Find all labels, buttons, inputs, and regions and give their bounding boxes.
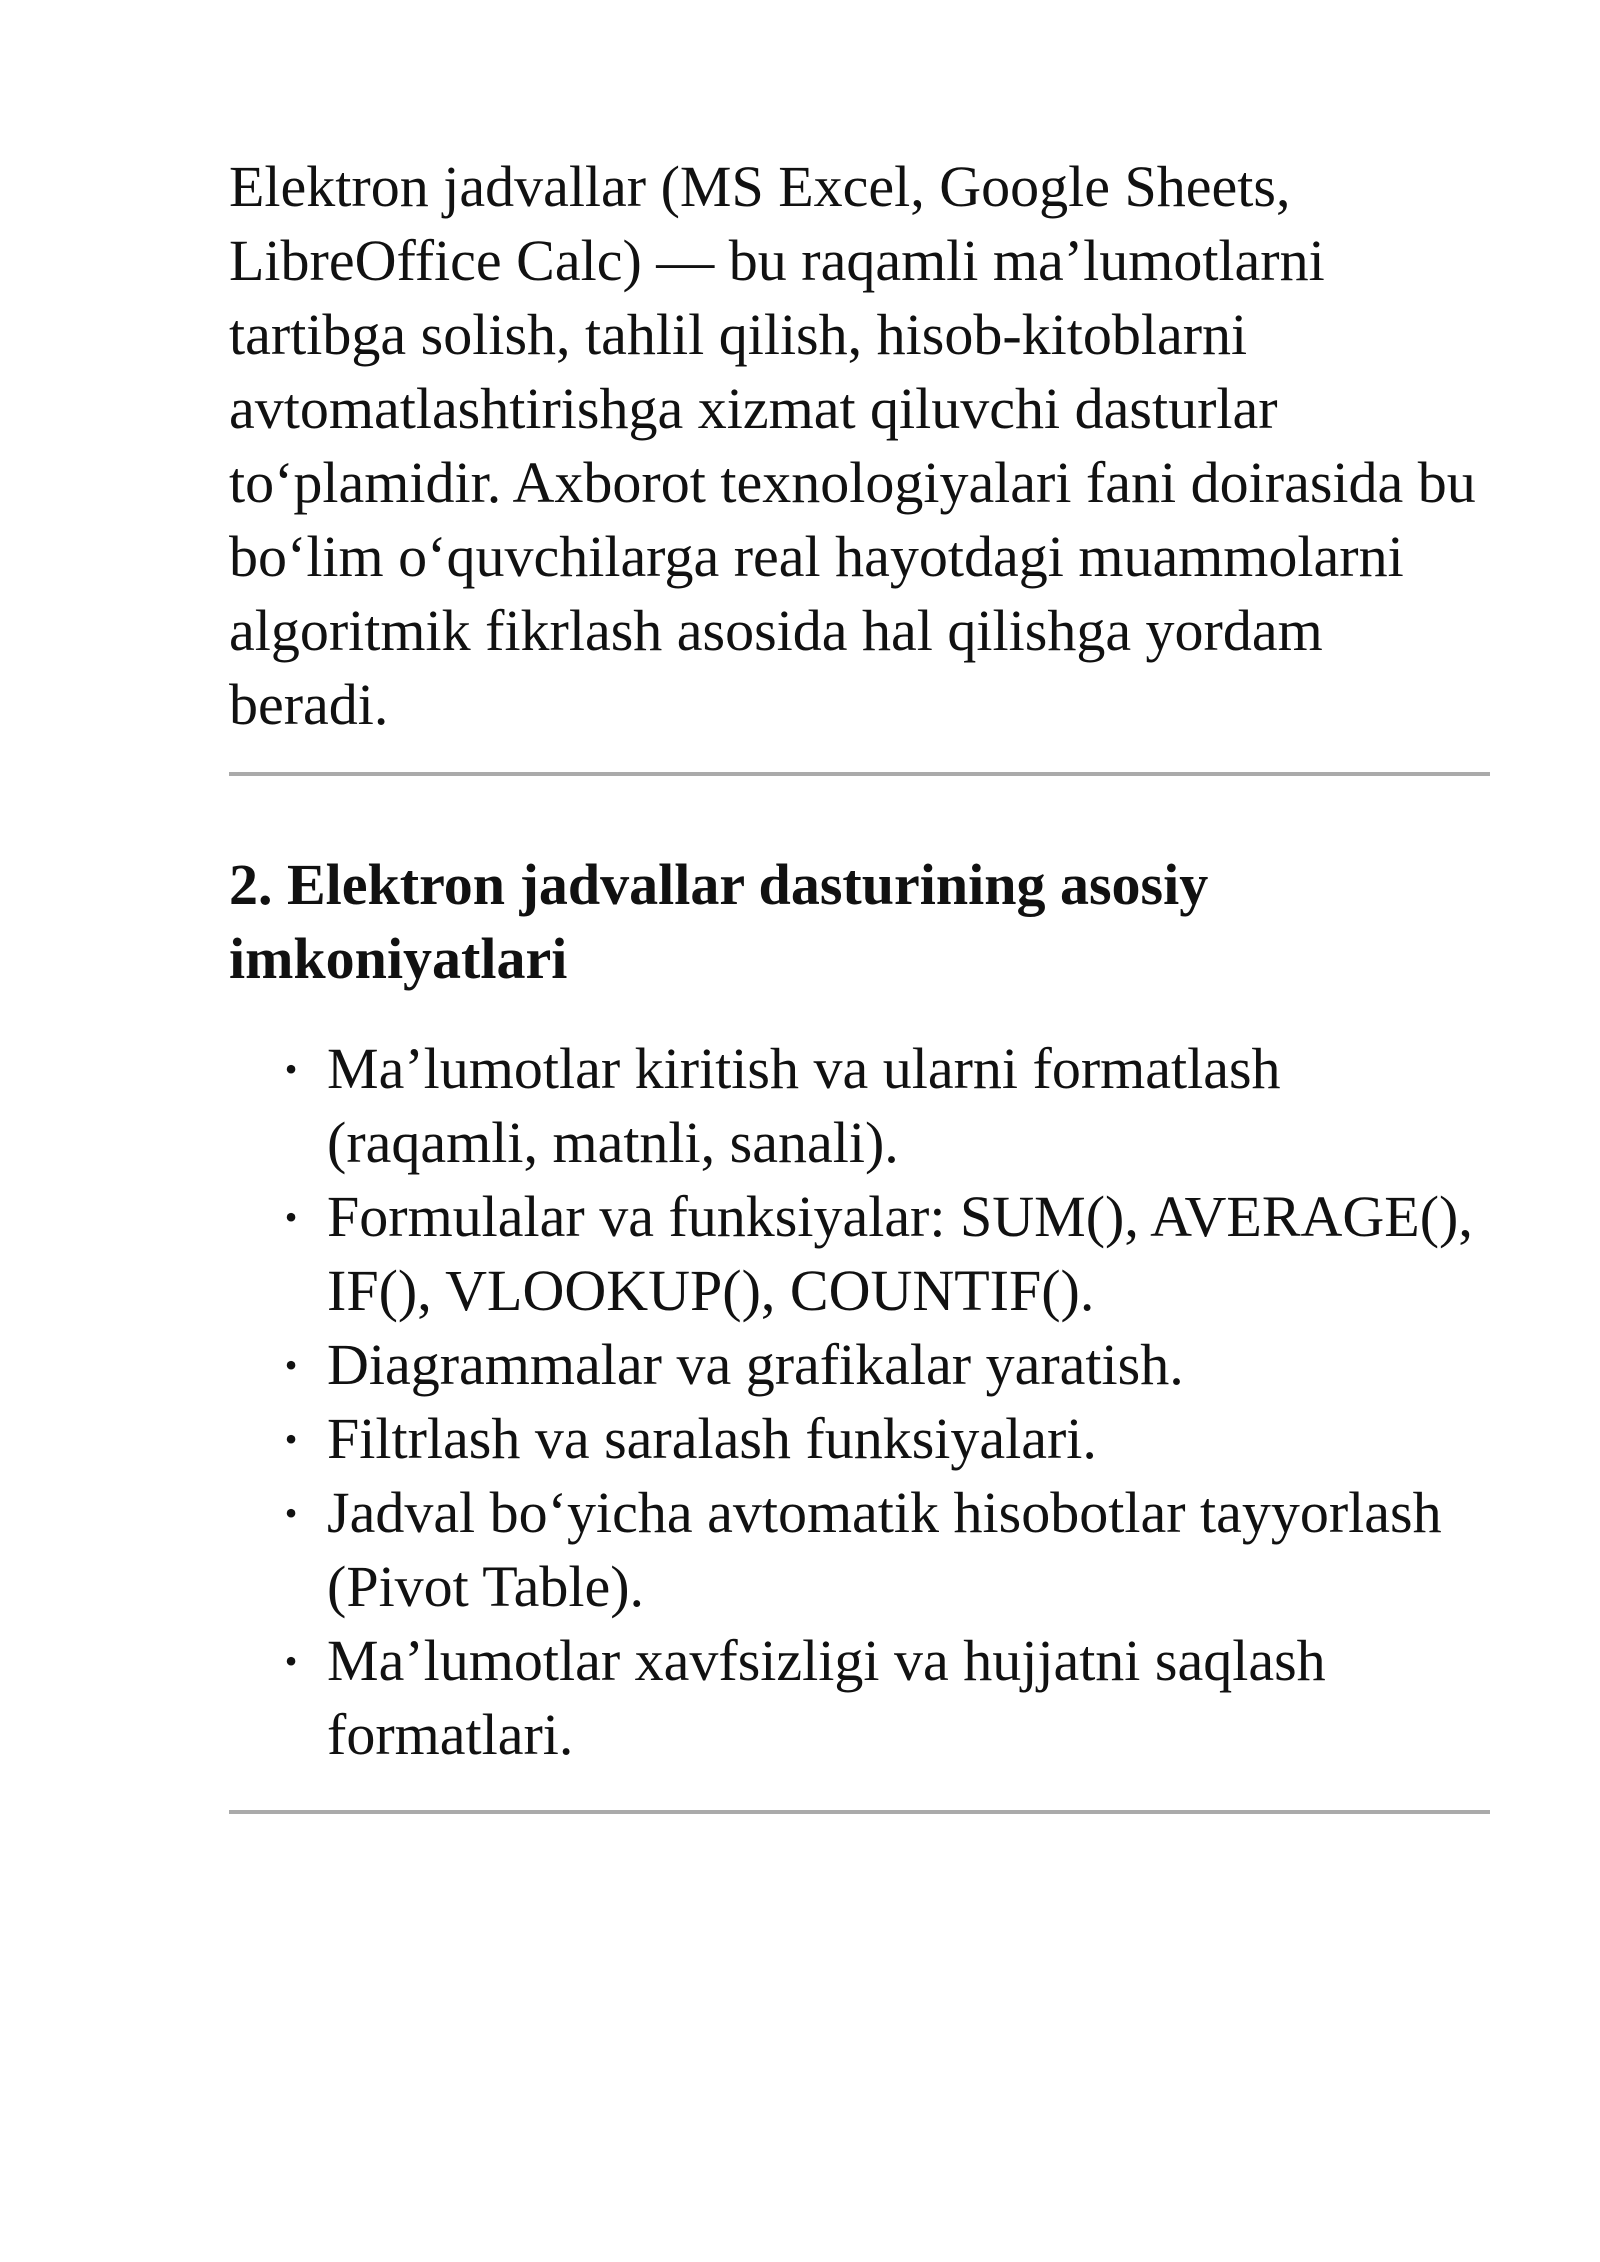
section-divider xyxy=(229,772,1490,776)
features-list xyxy=(229,1032,1489,1772)
list-item xyxy=(229,1402,1497,1476)
list-item xyxy=(229,1624,1497,1772)
bullet-icon: • xyxy=(284,1493,298,1533)
section-divider xyxy=(229,1810,1490,1814)
bullet-icon: • xyxy=(284,1419,298,1459)
section-heading: 2. Elektron jadvallar dasturining asosiy imkoniyatlari xyxy=(229,852,1209,991)
bullet-icon: • xyxy=(284,1345,298,1385)
bullet-icon: • xyxy=(284,1049,298,1089)
bullet-icon: • xyxy=(284,1641,298,1681)
list-item xyxy=(229,1328,1497,1402)
list-item xyxy=(229,1032,1497,1180)
list-item xyxy=(229,1180,1497,1328)
list-item xyxy=(229,1476,1497,1624)
list-item-text: Diagrammalar va grafikalar yaratish. xyxy=(327,1332,1184,1397)
list-item-text: Jadval bo‘yicha avtomatik hisobotlar tayyorlash (Pivot Table). xyxy=(327,1480,1442,1619)
list-item-text: Filtrlash va saralash funksiyalari. xyxy=(327,1406,1097,1471)
document-content xyxy=(229,150,1489,1814)
list-item-text: Ma’lumotlar kiritish va ularni formatlash (raqamli, matnli, sanali). xyxy=(327,1036,1281,1175)
bullet-icon: • xyxy=(284,1197,298,1237)
intro-paragraph: Elektron jadvallar (MS Excel, Google Sheets, LibreOffice Calc) — bu raqamli ma’lumotlarni tartibga solish, tahlil qilish, hisob-kitoblarni avtomatlashtirishga xizmat qiluvchi dasturlar to‘plamidir. Axborot texnologiyalari fani doirasida bu bo‘lim o‘quvchilarga real hayotdagi muammolarni algoritmik fikrlash asosida hal qilishga yordam beradi. xyxy=(229,154,1476,737)
list-item-text: Formulalar va funksiyalar: SUM(), AVERAGE(), IF(), VLOOKUP(), COUNTIF(). xyxy=(327,1184,1473,1323)
list-item-text: Ma’lumotlar xavfsizligi va hujjatni saqlash formatlari. xyxy=(327,1628,1326,1767)
